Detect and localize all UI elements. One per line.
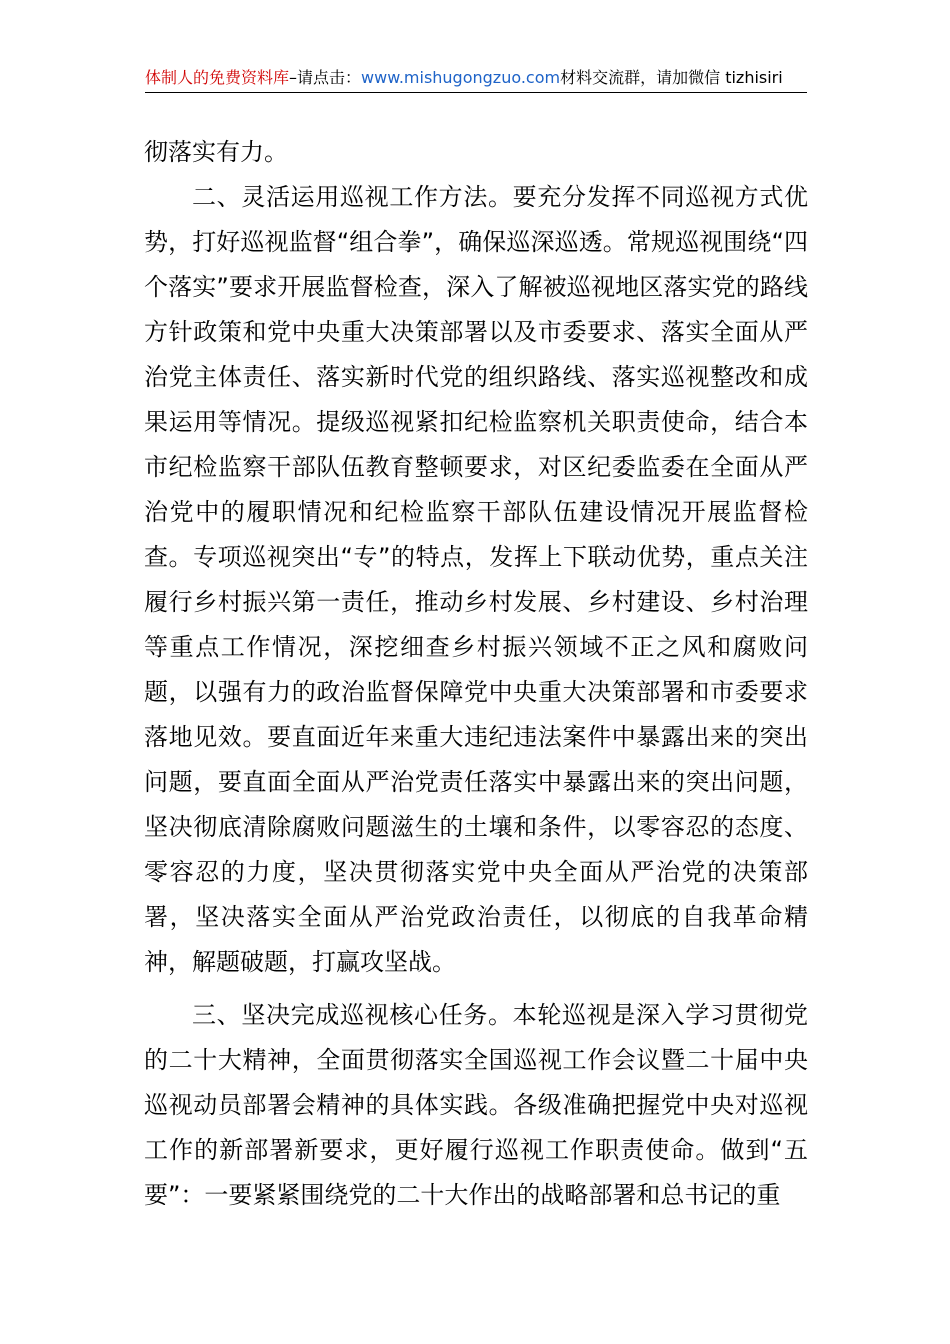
paragraph-3: 三、坚决完成巡视核心任务。本轮巡视是深入学习贯彻党的二十大精神，全面贯彻落实全国巡视工作会议暨二十届中央巡视动员部署会精神的具体实践。各级准确把握党中央对巡视工作的新部署新要求，更好履行巡视工作职责使命。做到“五要”：一要紧紧围绕党的二十大作出的战略部署和总书记的重	[144, 1001, 808, 1209]
header-wechat-text: 材料交流群，请加微信 tizhisiri	[560, 68, 783, 87]
page-header	[145, 66, 807, 93]
header-url-link[interactable]: www.mishugongzuo.com	[361, 68, 561, 87]
header-click-text: –请点击：	[289, 68, 362, 87]
paragraph-2: 二、灵活运用巡视工作方法。要充分发挥不同巡视方式优势，打好巡视监督“组合拳”，确保巡深巡透。常规巡视围绕“四个落实”要求开展监督检查，深入了解被巡视地区落实党的路线方针政策和党中央重大决策部署以及市委要求、落实全面从严治党主体责任、落实新时代党的组织路线、落实巡视整改和成果运用等情况。提级巡视紧扣纪检监察机关职责使命，结合本市纪检监察干部队伍教育整顿要求，对区纪委监委在全面从严治党中的履职情况和纪检监察干部队伍建设情况开展监督检查。专项巡视突出“专”的特点，发挥上下联动优势，重点关注履行乡村振兴第一责任，推动乡村发展、乡村建设、乡村治理等重点工作情况，深挖细查乡村振兴领域不正之风和腐败问题，以强有力的政治监督保障党中央重大决策部署和市委要求落地见效。要直面近年来重大违纪违法案件中暴露出来的突出问题，要直面全面从严治党责任落实中暴露出来的突出问题，坚决彻底清除腐败问题滋生的土壤和条件，以零容忍的态度、零容忍的力度，坚决贯彻落实党中央全面从严治党的决策部署，坚决落实全面从严治党政治责任，以彻底的自我革命精神，解题破题，打赢攻坚战。	[144, 183, 808, 976]
document-body	[144, 130, 808, 1218]
paragraph-1: 彻落实有力。	[144, 138, 288, 166]
header-brand: 体制人的免费资料库	[145, 68, 290, 87]
